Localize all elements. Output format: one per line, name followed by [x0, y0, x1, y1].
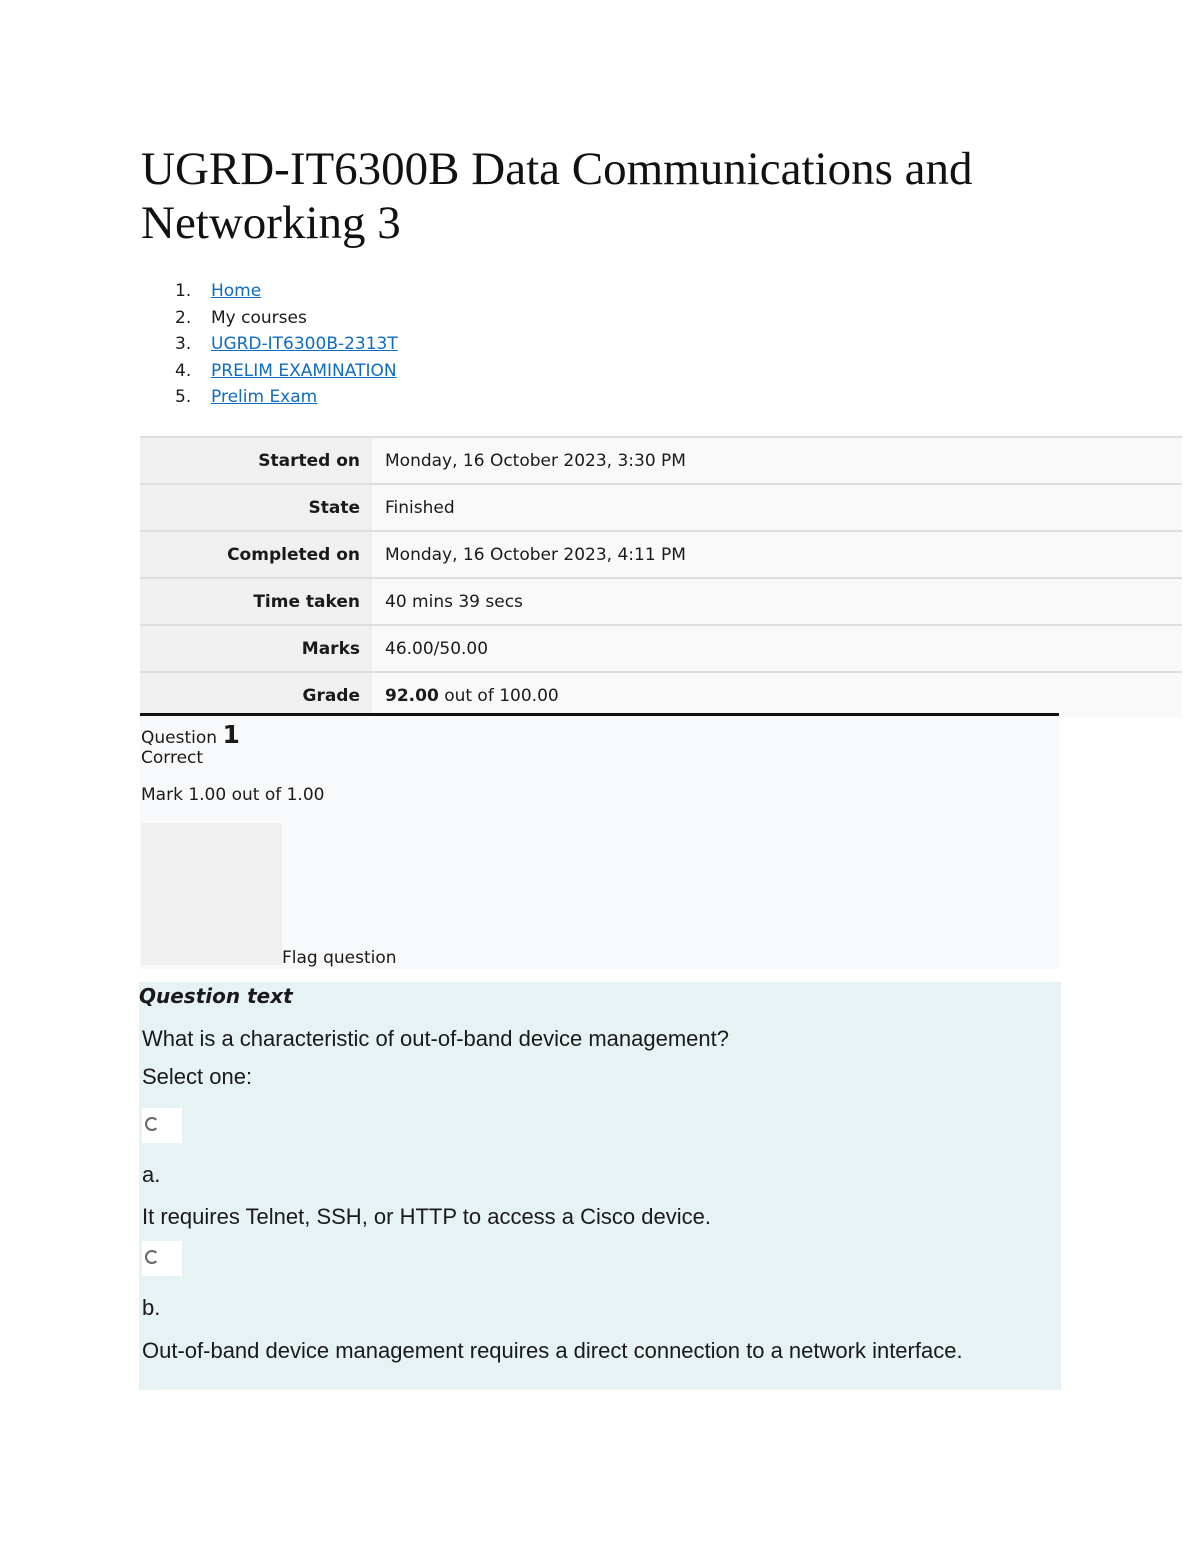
question-info-panel — [140, 713, 1059, 969]
question-grade: Mark 1.00 out of 1.00 — [141, 785, 325, 805]
breadcrumb — [141, 278, 398, 411]
summary-row-completed — [140, 531, 1182, 578]
flag-icon[interactable] — [141, 823, 282, 965]
radio-icon — [145, 1117, 159, 1131]
summary-row-time-taken — [140, 578, 1182, 625]
breadcrumb-link-prelim-examination[interactable]: PRELIM EXAMINATION — [211, 360, 397, 381]
breadcrumb-link-home[interactable]: Home — [211, 281, 262, 301]
question-number — [141, 720, 240, 749]
summary-label: Started on — [140, 437, 372, 484]
summary-row-marks — [140, 625, 1182, 672]
option-b-radio[interactable] — [142, 1241, 182, 1276]
summary-row-started — [140, 437, 1182, 484]
question-text: What is a characteristic of out-of-band device management? — [142, 1026, 729, 1051]
breadcrumb-item-home — [141, 278, 398, 305]
summary-value — [372, 672, 1182, 718]
option-b-letter: b. — [142, 1295, 161, 1320]
summary-label: State — [140, 484, 372, 531]
breadcrumb-number: 4. — [175, 360, 192, 381]
question-text-heading: Question text — [139, 984, 293, 1008]
radio-icon — [145, 1250, 159, 1264]
summary-value: Finished — [372, 484, 1182, 531]
page-title: UGRD-IT6300B Data Communications and Networking 3 — [141, 143, 973, 249]
breadcrumb-number: 2. — [175, 307, 192, 328]
summary-label: Time taken — [140, 578, 372, 625]
summary-value: 46.00/50.00 — [372, 625, 1182, 672]
quiz-summary-table — [140, 436, 1182, 718]
question-content — [139, 982, 1061, 1390]
grade-suffix: out of 100.00 — [444, 685, 559, 706]
breadcrumb-link-course[interactable]: UGRD-IT6300B-2313T — [211, 334, 398, 354]
flag-question-link[interactable]: Flag question — [282, 948, 397, 968]
option-a-text[interactable]: It requires Telnet, SSH, or HTTP to access a Cisco device. — [142, 1204, 711, 1229]
breadcrumb-item-course — [141, 331, 398, 358]
breadcrumb-item-prelim-examination — [141, 358, 398, 385]
breadcrumb-item-my-courses — [141, 305, 398, 332]
summary-label: Completed on — [140, 531, 372, 578]
breadcrumb-number: 1. — [175, 281, 192, 301]
breadcrumb-item-prelim-exam — [141, 384, 398, 411]
question-state: Correct — [141, 748, 204, 768]
summary-value: Monday, 16 October 2023, 3:30 PM — [372, 437, 1182, 484]
answer-prompt: Select one: — [142, 1064, 253, 1089]
summary-row-state — [140, 484, 1182, 531]
breadcrumb-number: 3. — [175, 334, 192, 354]
breadcrumb-link-prelim-exam[interactable]: Prelim Exam — [211, 387, 318, 407]
summary-label: Marks — [140, 625, 372, 672]
grade-score: 92.00 — [385, 685, 439, 706]
summary-row-grade — [140, 672, 1182, 718]
option-a-letter: a. — [142, 1162, 161, 1187]
option-a-radio[interactable] — [142, 1108, 182, 1143]
question-number-value: 1 — [222, 720, 240, 749]
summary-value: Monday, 16 October 2023, 4:11 PM — [372, 531, 1182, 578]
summary-value: 40 mins 39 secs — [372, 578, 1182, 625]
breadcrumb-text-my-courses: My courses — [211, 307, 307, 328]
breadcrumb-number: 5. — [175, 387, 192, 407]
question-prefix: Question — [141, 728, 218, 748]
summary-label: Grade — [140, 672, 372, 718]
option-b-text[interactable]: Out-of-band device management requires a direct connection to a network interface. — [142, 1338, 963, 1363]
